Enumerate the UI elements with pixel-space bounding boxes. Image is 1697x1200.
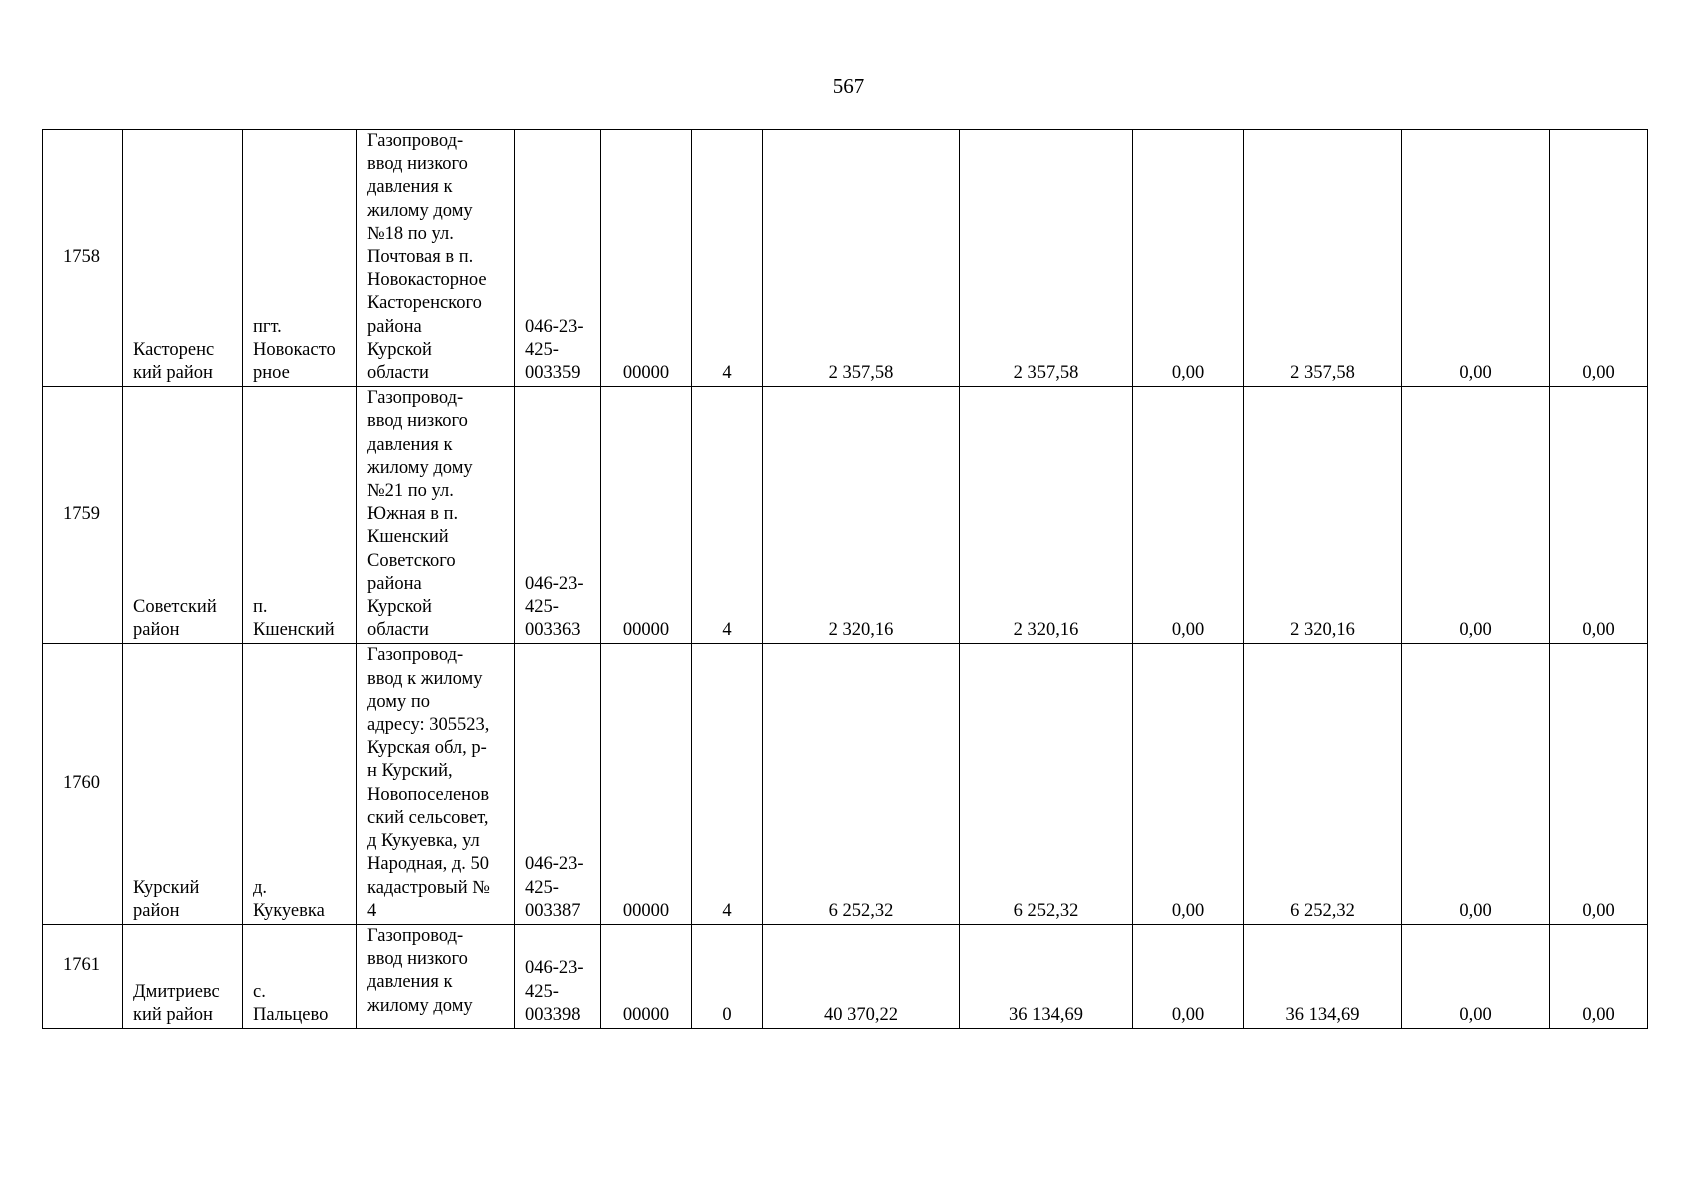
amount-cell-5: 0,00: [1402, 644, 1550, 924]
count-cell: 4: [692, 130, 763, 387]
amount-cell-5: 0,00: [1402, 130, 1550, 387]
amount-cell-5: 0,00: [1402, 924, 1550, 1028]
code-cell: 046-23- 425- 003363: [515, 387, 601, 644]
zero-code-cell: 00000: [601, 924, 692, 1028]
amount-cell-4: 2 320,16: [1244, 387, 1402, 644]
table-row: [43, 387, 1648, 644]
amount-cell-3: 0,00: [1133, 644, 1244, 924]
table-row: [43, 924, 1648, 1028]
code-cell: 046-23- 425- 003398: [515, 924, 601, 1028]
amount-cell-2: 36 134,69: [960, 924, 1133, 1028]
count-cell: 4: [692, 644, 763, 924]
register-table: [42, 129, 1648, 1029]
settlement-cell: п. Кшенский: [243, 387, 357, 644]
amount-cell-2: 6 252,32: [960, 644, 1133, 924]
district-cell: Касторенс кий район: [123, 130, 243, 387]
district-cell: Советский район: [123, 387, 243, 644]
district-cell: Дмитриевс кий район: [123, 924, 243, 1028]
row-index: 1758: [43, 130, 123, 387]
amount-cell-2: 2 320,16: [960, 387, 1133, 644]
description-cell: Газопровод- ввод низкого давления к жилому дому №21 по ул. Южная в п. Кшенский Советского района Курской области: [357, 387, 515, 644]
zero-code-cell: 00000: [601, 644, 692, 924]
amount-cell-4: 6 252,32: [1244, 644, 1402, 924]
amount-cell-1: 6 252,32: [763, 644, 960, 924]
zero-code-cell: 00000: [601, 130, 692, 387]
row-index: 1759: [43, 387, 123, 644]
amount-cell-6: 0,00: [1550, 644, 1648, 924]
description-cell: Газопровод- ввод низкого давления к жилому дому №18 по ул. Почтовая в п. Новокасторное Касторенского района Курской области: [357, 130, 515, 387]
table-row: [43, 130, 1648, 387]
amount-cell-2: 2 357,58: [960, 130, 1133, 387]
code-cell: 046-23- 425- 003359: [515, 130, 601, 387]
amount-cell-3: 0,00: [1133, 924, 1244, 1028]
page-number: 567: [832, 74, 865, 98]
settlement-cell: с. Пальцево: [243, 924, 357, 1028]
amount-cell-3: 0,00: [1133, 130, 1244, 387]
description-cell: Газопровод- ввод к жилому дому по адресу: 305523, Курская обл, р- н Курский, Новопоселенов ский сельсовет, д Кукуевка, ул Народная, д. 50 кадастровый № 4: [357, 644, 515, 924]
settlement-cell: пгт. Новокасто рное: [243, 130, 357, 387]
code-cell: 046-23- 425- 003387: [515, 644, 601, 924]
count-cell: 4: [692, 387, 763, 644]
district-cell: Курский район: [123, 644, 243, 924]
amount-cell-1: 2 357,58: [763, 130, 960, 387]
amount-cell-4: 36 134,69: [1244, 924, 1402, 1028]
table-row: [43, 644, 1648, 924]
amount-cell-4: 2 357,58: [1244, 130, 1402, 387]
amount-cell-6: 0,00: [1550, 387, 1648, 644]
amount-cell-3: 0,00: [1133, 387, 1244, 644]
amount-cell-1: 2 320,16: [763, 387, 960, 644]
amount-cell-6: 0,00: [1550, 130, 1648, 387]
amount-cell-6: 0,00: [1550, 924, 1648, 1028]
row-index: 1760: [43, 644, 123, 924]
zero-code-cell: 00000: [601, 387, 692, 644]
amount-cell-5: 0,00: [1402, 387, 1550, 644]
amount-cell-1: 40 370,22: [763, 924, 960, 1028]
row-index: 1761: [43, 924, 123, 1028]
settlement-cell: д. Кукуевка: [243, 644, 357, 924]
description-cell: Газопровод- ввод низкого давления к жилому дому: [357, 924, 515, 1028]
count-cell: 0: [692, 924, 763, 1028]
